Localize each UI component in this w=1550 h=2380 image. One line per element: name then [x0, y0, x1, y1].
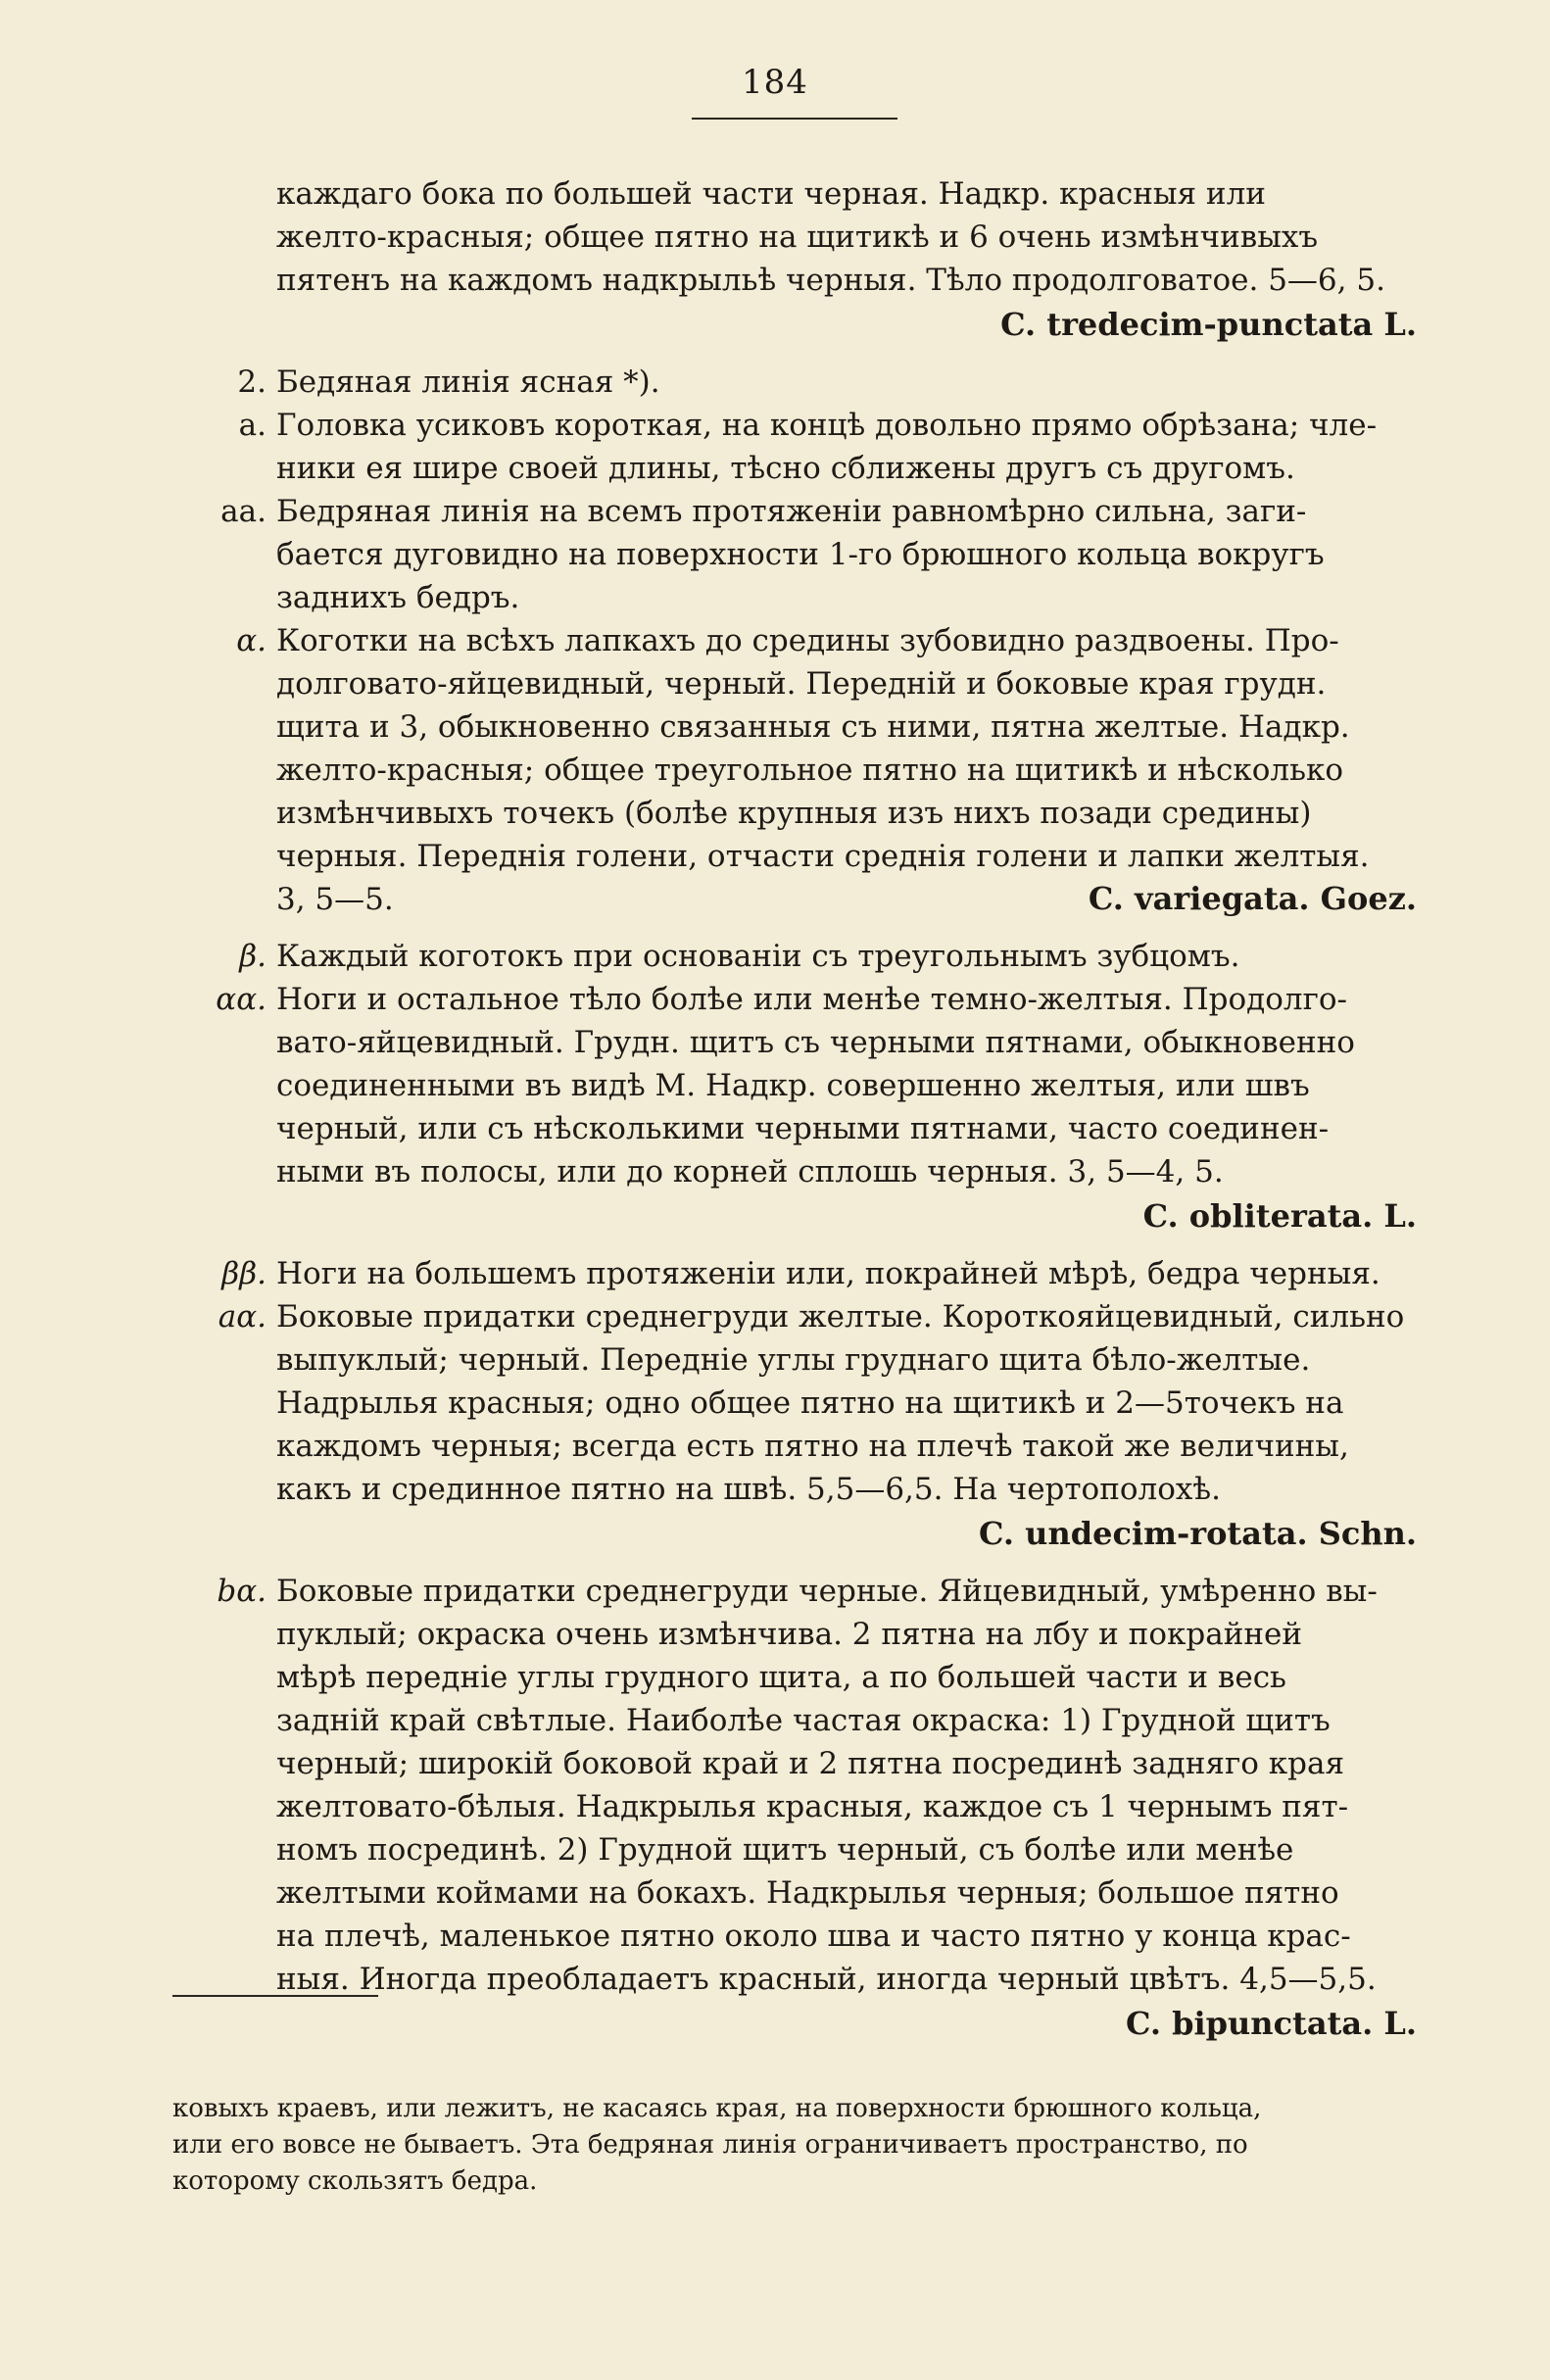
text-line: желтовато-бѣлыя. Надкрылья красныя, каждое съ 1 чернымъ пят-	[276, 1789, 1349, 1824]
text-line: Головка усиковъ короткая, на концѣ довольно прямо обрѣзана; чле-	[276, 408, 1378, 443]
entry-marker: a.	[238, 408, 266, 443]
text-line: 3, 5—5.	[276, 882, 394, 917]
entry-marker: β.	[239, 939, 266, 974]
text-line: Надрылья красныя; одно общее пятно на щитикѣ и 2—5точекъ на	[276, 1385, 1344, 1421]
text-line: задній край свѣтлые. Наиболѣе частая окраска: 1) Грудной щитъ	[276, 1703, 1331, 1738]
text-line: номъ посрединѣ. 2) Грудной щитъ черный, съ болѣе или менѣе	[276, 1832, 1294, 1868]
footnote-rule	[172, 1995, 378, 1997]
text-line: пятенъ на каждомъ надкрыльѣ черныя. Тѣло продолговатое. 5—6, 5.	[276, 263, 1385, 298]
entry-marker: bα.	[217, 1574, 266, 1609]
text-line: Каждый коготокъ при основаніи съ треугольнымъ зубцомъ.	[276, 939, 1240, 974]
key-entry	[196, 1570, 1417, 2001]
text-line: щита и 3, обыкновенно связанныя съ ними, пятна желтые. Надкр.	[276, 709, 1350, 745]
text-line: черный; широкій боковой край и 2 пятна посрединѣ задняго края	[276, 1746, 1344, 1781]
text-line: мѣрѣ передніе углы грудного щита, а по большей части и весь	[276, 1660, 1286, 1695]
text-line: пуклый; окраска очень измѣнчива. 2 пятна на лбу и покрайней	[276, 1617, 1303, 1652]
text-line: соединенными въ видѣ M. Надкр. совершенно желтыя, или швъ	[276, 1068, 1310, 1103]
continuation-paragraph	[196, 172, 1417, 302]
text-line: Коготки на всѣхъ лапкахъ до средины зубовидно раздвоены. Про-	[276, 623, 1339, 658]
text-line: черный, или съ нѣсколькими черными пятнами, часто соединен-	[276, 1111, 1330, 1146]
key-entry	[196, 1252, 1417, 1295]
text-line: измѣнчивыхъ точекъ (болѣе крупныя изъ нихъ позади средины)	[276, 796, 1312, 831]
species-name: C. variegata. Goez.	[1088, 880, 1417, 917]
text-line: вато-яйцевидный. Грудн. щитъ съ черными пятнами, обыкновенно	[276, 1025, 1355, 1060]
text-line: долговато-яйцевидный, черный. Передній и боковые края грудн.	[276, 666, 1327, 702]
footnote-line: которому скользятъ бедра.	[172, 2166, 538, 2196]
entry-marker: aα.	[218, 1299, 266, 1335]
entry-marker: aa.	[220, 494, 266, 529]
text-line: каждомъ черныя; всегда есть пятно на плечѣ такой же величины,	[276, 1429, 1349, 1464]
page-number: 184	[742, 63, 808, 102]
text-line: Ноги на большемъ протяженіи или, покрайней мѣрѣ, бедра черныя.	[276, 1256, 1380, 1291]
species-name: C. undecim-rotata. Schn.	[978, 1515, 1417, 1552]
entry-marker: α.	[236, 623, 266, 658]
header-rule	[692, 118, 897, 120]
text-line: желто-красныя; общее пятно на щитикѣ и 6 очень измѣнчивыхъ	[276, 219, 1319, 255]
species-name: C. tredecim-punctata L.	[1000, 306, 1417, 343]
text-line: желтыми коймами на бокахъ. Надкрылья черныя; большое пятно	[276, 1875, 1339, 1911]
text-line: черныя. Переднія голени, отчасти среднія голени и лапки желтыя.	[276, 839, 1370, 874]
text-line: ныя. Иногда преобладаетъ красный, иногда черный цвѣтъ. 4,5—5,5.	[276, 1962, 1377, 1997]
text-line: на плечѣ, маленькое пятно около шва и часто пятно у конца крас-	[276, 1919, 1351, 1954]
footnote-line: ковыхъ краевъ, или лежитъ, не касаясь края, на поверхности брюшного кольца,	[172, 2094, 1262, 2123]
entry-marker: 2.	[237, 364, 266, 400]
text-line: Боковые придатки среднегруди желтые. Короткояйцевидный, сильно	[276, 1299, 1405, 1335]
key-entry	[196, 361, 1417, 404]
text-line: Бедряная линія на всемъ протяженіи равномѣрно сильна, заги-	[276, 494, 1307, 529]
entry-marker: ββ.	[221, 1256, 266, 1291]
text-line: бается дуговидно на поверхности 1-го брюшного кольца вокругъ	[276, 537, 1325, 572]
key-entry	[196, 490, 1417, 619]
key-entry	[196, 1295, 1417, 1511]
text-line: желто-красныя; общее треугольное пятно на щитикѣ и нѣсколько	[276, 753, 1344, 788]
footnote-line: или его вовсе не бываетъ. Эта бедряная линія ограничиваетъ пространство, по	[172, 2130, 1248, 2160]
text-line: выпуклый; черный. Передніе углы груднаго щита бѣло-желтые.	[276, 1342, 1311, 1378]
footnote	[172, 2091, 1417, 2200]
species-name: C. bipunctata. L.	[1125, 2005, 1417, 2042]
species-name: C. obliterata. L.	[1142, 1197, 1417, 1235]
key-entry	[196, 404, 1417, 490]
key-entry	[196, 978, 1417, 1193]
text-line: каждаго бока по большей части черная. Надкр. красныя или	[276, 176, 1266, 212]
key-entry	[196, 935, 1417, 978]
text-line: Ноги и остальное тѣло болѣе или менѣе темно-желтыя. Продолго-	[276, 982, 1347, 1017]
main-text	[196, 172, 1417, 2060]
text-line: ники ея шире своей длины, тѣсно сближены другъ съ другомъ.	[276, 451, 1295, 486]
text-line: ными въ полосы, или до корней сплошь черныя. 3, 5—4, 5.	[276, 1154, 1224, 1190]
entry-marker: αα.	[216, 982, 266, 1017]
text-line: Боковые придатки среднегруди черные. Яйцевидный, умѣренно вы-	[276, 1574, 1378, 1609]
text-line: Бедяная линія ясная *).	[276, 364, 660, 400]
text-line: заднихъ бедръ.	[276, 580, 520, 615]
text-line: какъ и срединное пятно на швѣ. 5,5—6,5. На чертополохѣ.	[276, 1472, 1221, 1507]
